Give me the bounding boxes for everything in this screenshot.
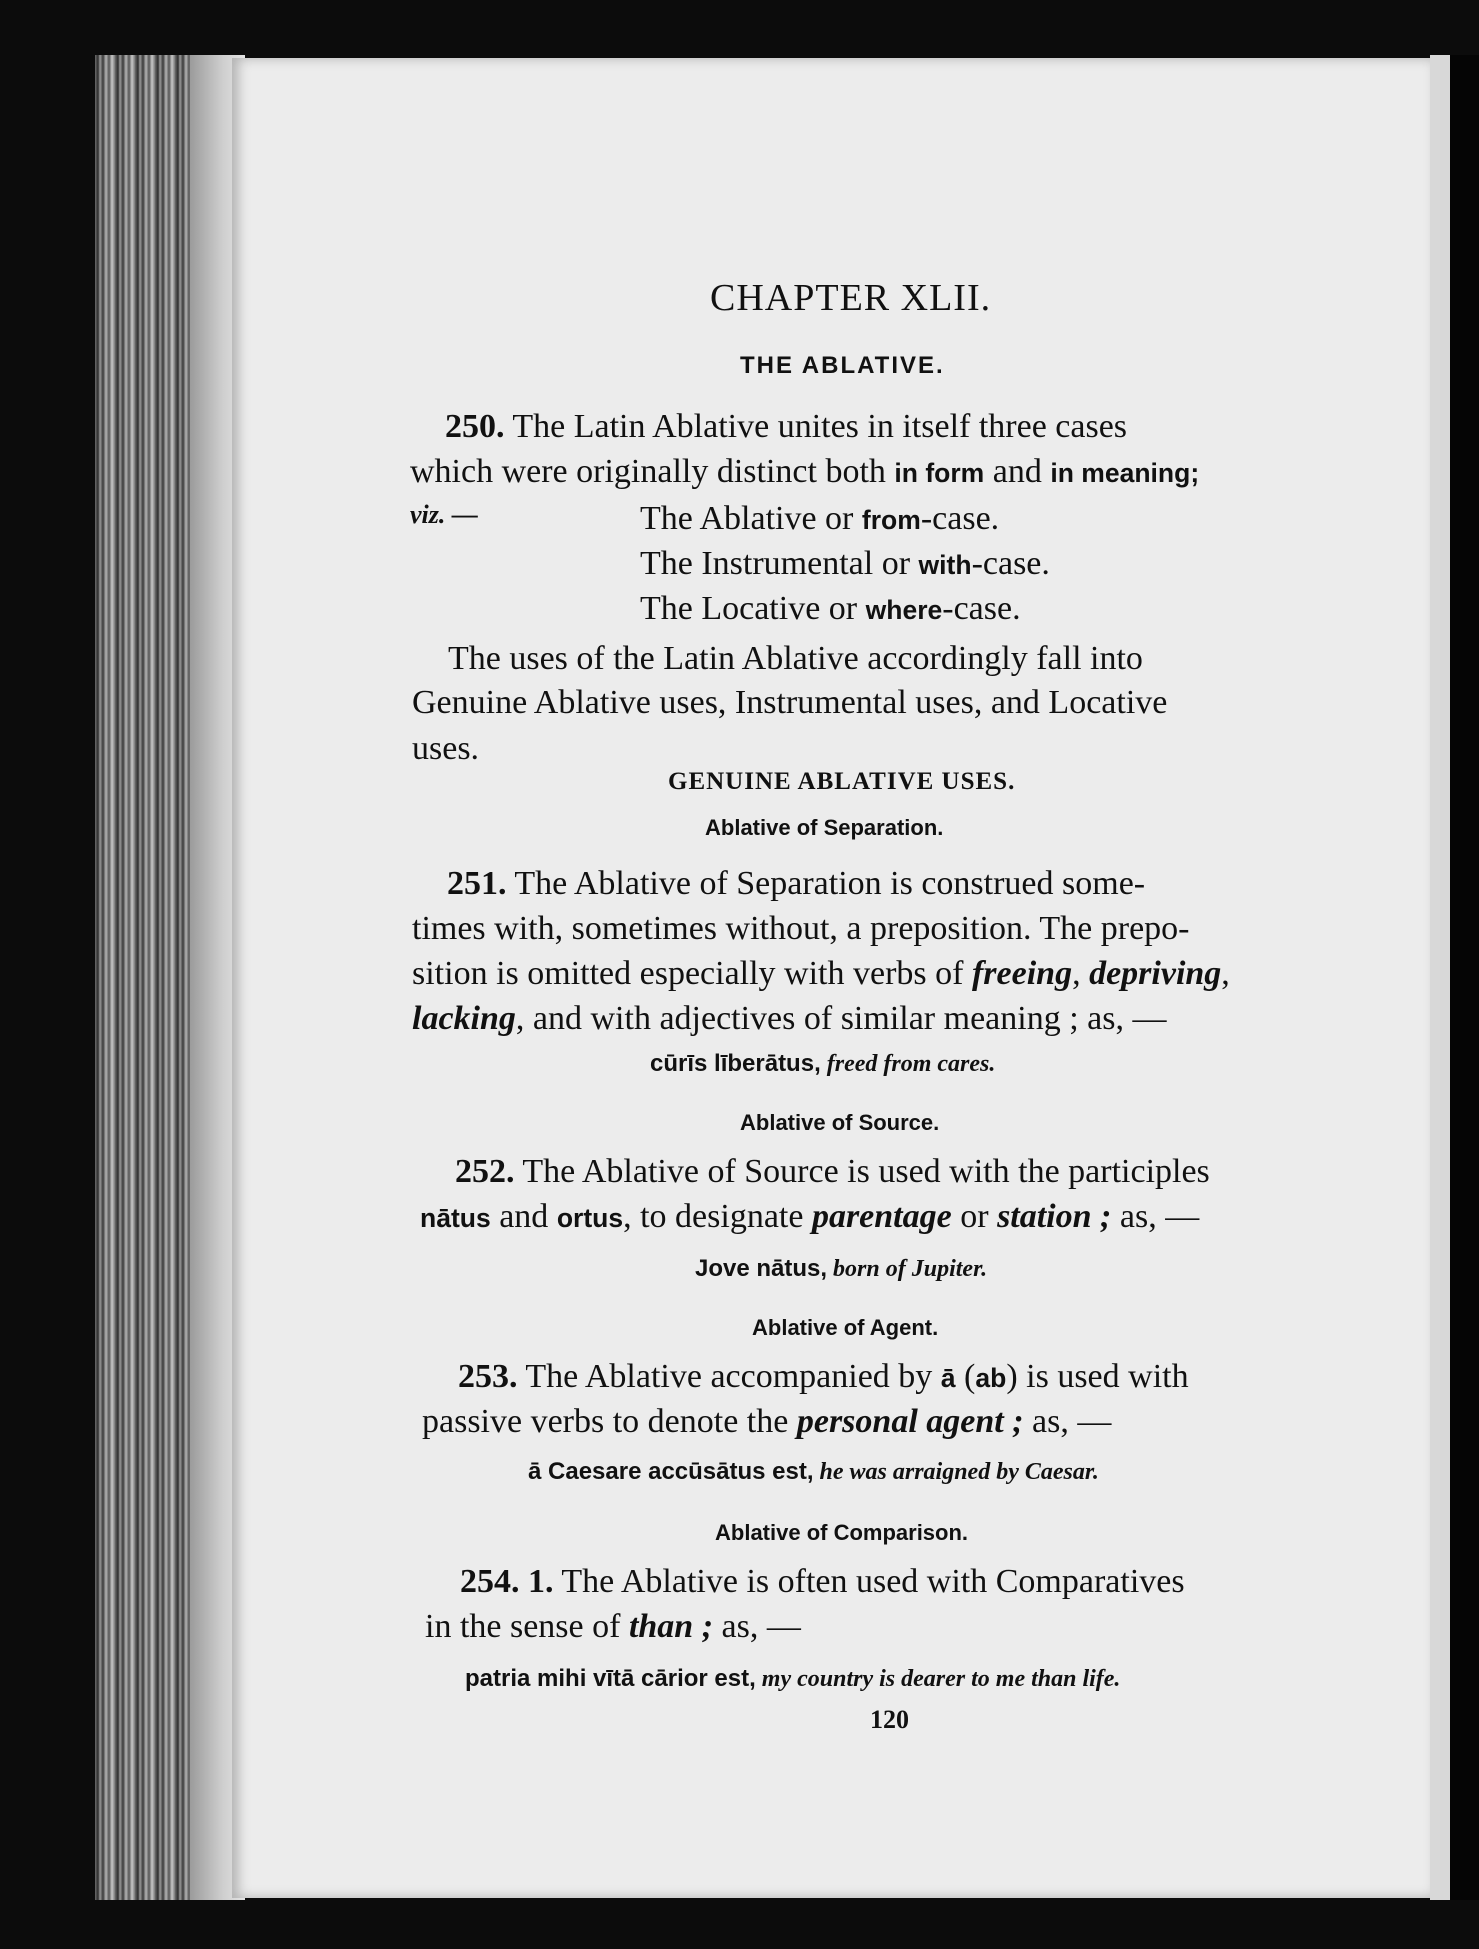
viz-label: viz. — bbox=[410, 500, 478, 529]
uses-line-3: uses. bbox=[412, 730, 480, 767]
case-instrumental: The Instrumental or with-case. bbox=[640, 545, 1050, 582]
para-253-line-2: passive verbs to denote the personal agent ; as, — bbox=[422, 1403, 1112, 1440]
example-253: ā Caesare accūsātus est, he was arraigned by Caesar. bbox=[528, 1458, 1099, 1485]
para-251-line-1: 251. The Ablative of Separation is construed some- bbox=[447, 865, 1146, 902]
para-250-line-2: which were originally distinct both in form and in meaning; bbox=[410, 453, 1200, 490]
case-locative: The Locative or where-case. bbox=[640, 590, 1021, 627]
chapter-title: CHAPTER XLII. bbox=[710, 277, 992, 319]
uses-line-1: The uses of the Latin Ablative accordingly fall into bbox=[448, 640, 1143, 677]
heading-agent: Ablative of Agent. bbox=[752, 1315, 939, 1340]
heading-separation: Ablative of Separation. bbox=[705, 815, 944, 840]
example-251: cūrīs līberātus, freed from cares. bbox=[650, 1050, 996, 1077]
para-251-line-3: sition is omitted especially with verbs of freeing, depriving, bbox=[412, 955, 1230, 992]
example-254: patria mihi vītā cārior est, my country is dearer to me than life. bbox=[465, 1665, 1121, 1692]
para-253-line-1: 253. The Ablative accompanied by ā (ab) is used with bbox=[458, 1358, 1189, 1395]
uses-line-2: Genuine Ablative uses, Instrumental uses, and Locative bbox=[412, 684, 1168, 721]
para-251-line-2: times with, sometimes without, a preposition. The prepo- bbox=[412, 910, 1190, 947]
section-title: THE ABLATIVE. bbox=[740, 352, 945, 379]
para-254-line-1: 254. 1. The Ablative is often used with Comparatives bbox=[460, 1563, 1185, 1600]
example-252: Jove nātus, born of Jupiter. bbox=[695, 1255, 988, 1282]
heading-source: Ablative of Source. bbox=[740, 1110, 940, 1135]
page-number: 120 bbox=[870, 1705, 909, 1734]
para-250-line-1: 250. The Latin Ablative unites in itself three cases bbox=[445, 408, 1128, 445]
para-252-line-1: 252. The Ablative of Source is used with the participles bbox=[455, 1153, 1210, 1190]
para-254-line-2: in the sense of than ; as, — bbox=[425, 1608, 801, 1645]
para-251-line-4: lacking, and with adjectives of similar meaning ; as, — bbox=[412, 1000, 1167, 1037]
case-ablative: The Ablative or from-case. bbox=[640, 500, 1000, 537]
page-right-margin bbox=[1430, 55, 1450, 1900]
para-number: 250. bbox=[445, 408, 505, 445]
scan-border bbox=[1450, 55, 1479, 1900]
para-252-line-2: nātus and ortus, to designate parentage or station ; as, — bbox=[420, 1198, 1200, 1235]
heading-comparison: Ablative of Comparison. bbox=[715, 1520, 969, 1545]
genuine-ablative-heading: GENUINE ABLATIVE USES. bbox=[668, 768, 1016, 795]
